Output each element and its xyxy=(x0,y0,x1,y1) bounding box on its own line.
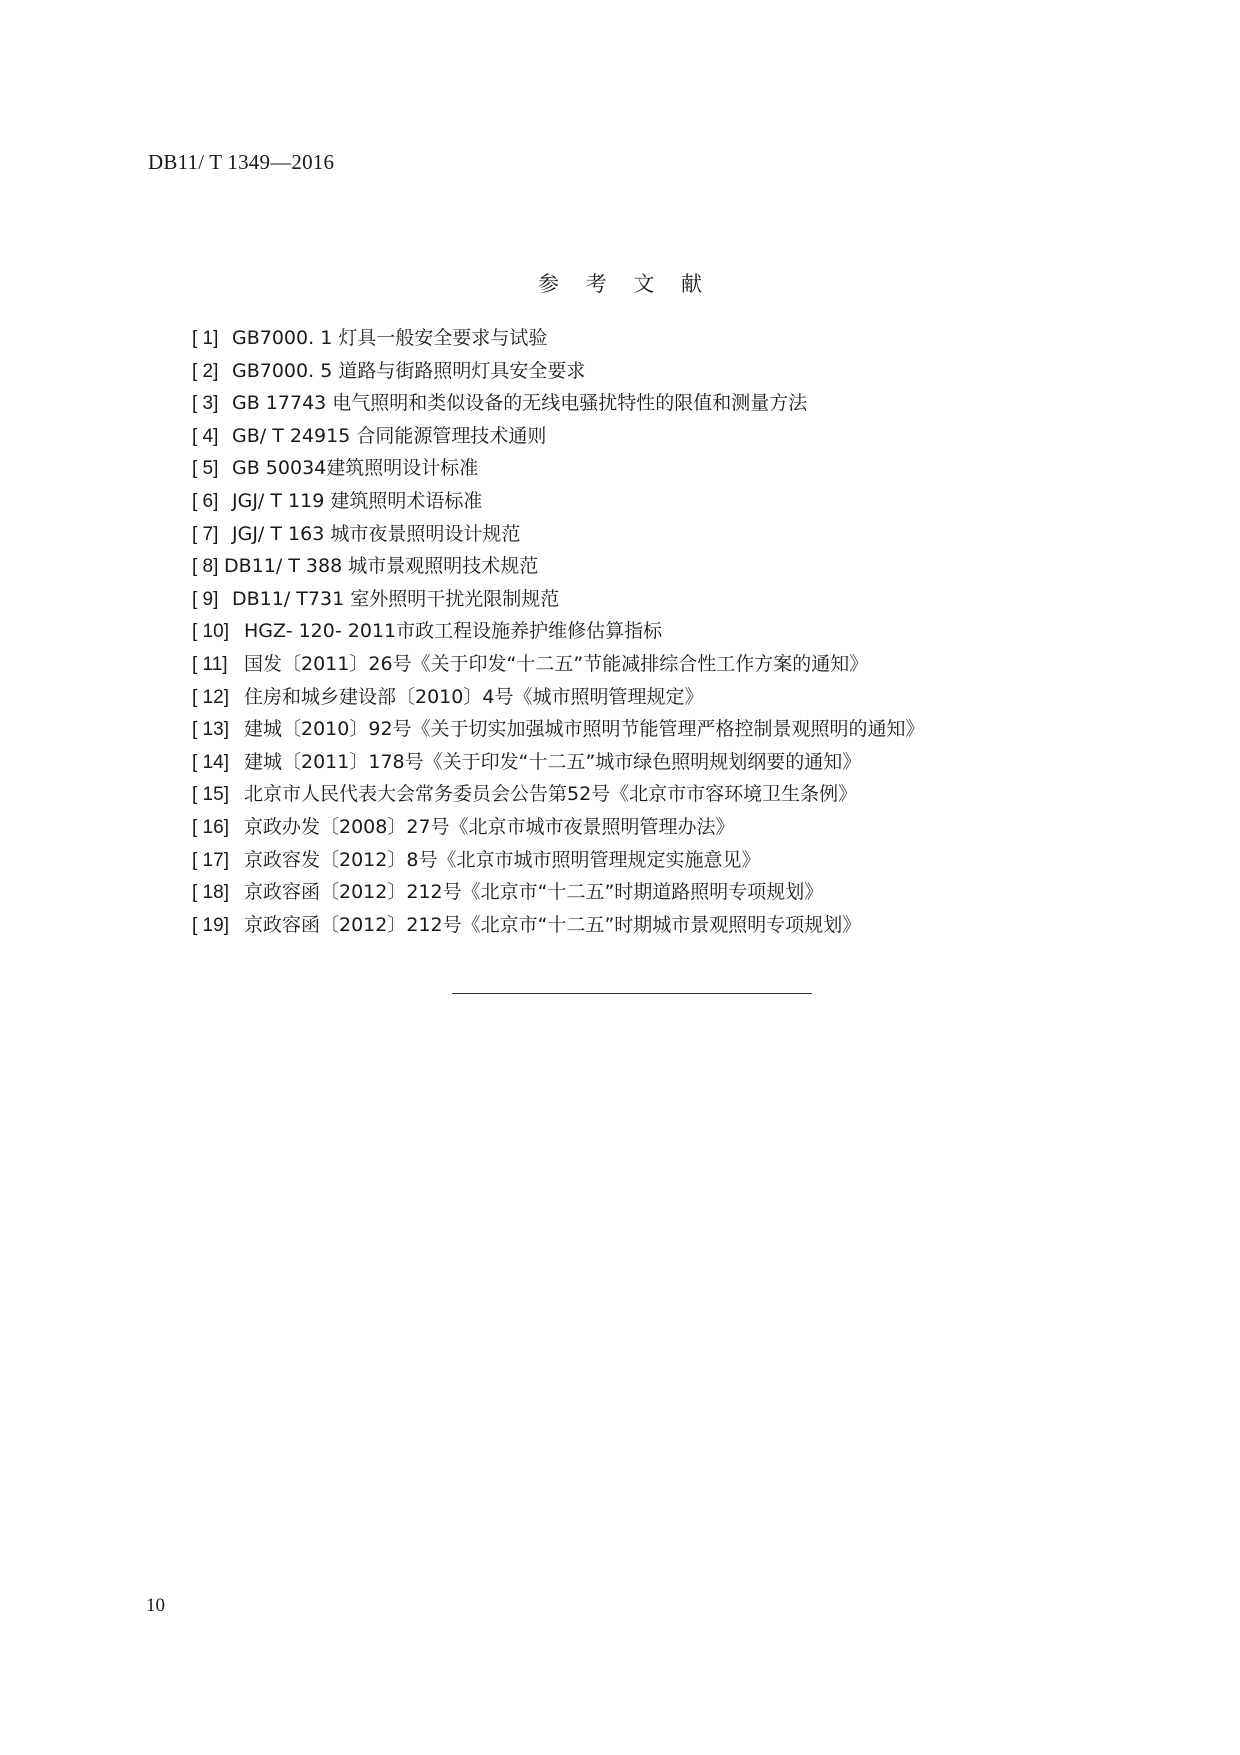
reference-text: GB7000. 1 灯具一般安全要求与试验 xyxy=(232,327,548,349)
reference-text: 国发〔2011〕26号《关于印发“十二五”节能减排综合性工作方案的通知》 xyxy=(244,652,869,675)
reference-number: [ 13] xyxy=(192,719,229,741)
reference-item xyxy=(192,550,925,583)
reference-number: [ 7] xyxy=(192,523,219,545)
reference-text: 建城〔2010〕92号《关于切实加强城市照明节能管理严格控制景观照明的通知》 xyxy=(244,718,925,741)
reference-list xyxy=(192,322,925,941)
reference-number: [ 2] xyxy=(192,360,219,382)
reference-item xyxy=(192,452,925,485)
reference-text: 京政容函〔2012〕212号《北京市“十二五”时期城市景观照明专项规划》 xyxy=(244,913,862,936)
reference-text: 京政容函〔2012〕212号《北京市“十二五”时期道路照明专项规划》 xyxy=(244,881,824,904)
standard-code-header: DB11/ T 1349—2016 xyxy=(148,150,335,174)
reference-text: DB11/ T731 室外照明干扰光限制规范 xyxy=(232,587,560,610)
reference-number: [ 12] xyxy=(192,686,229,708)
reference-number: [ 6] xyxy=(192,490,219,512)
reference-item xyxy=(192,355,925,388)
reference-text: JGJ/ T 163 城市夜景照明设计规范 xyxy=(232,522,521,545)
reference-number: [ 4] xyxy=(192,425,219,447)
reference-number: [ 16] xyxy=(192,816,229,838)
reference-item xyxy=(192,518,925,551)
reference-item xyxy=(192,648,925,681)
reference-text: DB11/ T 388 城市景观照明技术规范 xyxy=(224,555,539,578)
reference-item xyxy=(192,844,925,877)
reference-text: 建城〔2011〕178号《关于印发“十二五”城市绿色照明规划纲要的通知》 xyxy=(244,750,862,773)
reference-number: [ 14] xyxy=(192,751,229,773)
reference-text: HGZ- 120- 2011市政工程设施养护维修估算指标 xyxy=(244,620,663,643)
reference-number: [ 8] xyxy=(192,556,219,578)
reference-item xyxy=(192,420,925,453)
reference-number: [ 15] xyxy=(192,784,229,806)
reference-number: [ 17] xyxy=(192,849,229,871)
section-title: 参 考 文 献 xyxy=(537,272,713,296)
reference-text: 京政容发〔2012〕8号《北京市城市照明管理规定实施意见》 xyxy=(244,848,761,871)
reference-text: GB/ T 24915 合同能源管理技术通则 xyxy=(232,424,547,447)
reference-text: GB 50034建筑照明设计标准 xyxy=(232,457,479,480)
reference-item xyxy=(192,811,925,844)
reference-item xyxy=(192,322,925,355)
reference-number: [ 3] xyxy=(192,393,219,415)
reference-number: [ 11] xyxy=(192,653,228,675)
reference-item xyxy=(192,485,925,518)
page-number: 10 xyxy=(146,1595,165,1616)
reference-number: [ 10] xyxy=(192,621,229,643)
reference-text: 京政办发〔2008〕27号《北京市城市夜景照明管理办法》 xyxy=(244,815,735,838)
reference-text: GB7000. 5 道路与街路照明灯具安全要求 xyxy=(232,359,586,382)
reference-number: [ 19] xyxy=(192,914,229,936)
end-of-document-rule xyxy=(452,993,812,994)
reference-number: [ 1] xyxy=(192,328,219,349)
reference-item xyxy=(192,615,925,648)
reference-item xyxy=(192,746,925,779)
reference-text: GB 17743 电气照明和类似设备的无线电骚扰特性的限值和测量方法 xyxy=(232,392,808,415)
reference-item xyxy=(192,713,925,746)
reference-item xyxy=(192,876,925,909)
reference-item xyxy=(192,909,925,942)
reference-text: JGJ/ T 119 建筑照明术语标准 xyxy=(232,489,483,512)
reference-number: [ 5] xyxy=(192,458,219,480)
reference-item xyxy=(192,681,925,714)
reference-number: [ 18] xyxy=(192,882,229,904)
reference-item xyxy=(192,778,925,811)
reference-item xyxy=(192,387,925,420)
reference-text: 住房和城乡建设部〔2010〕4号《城市照明管理规定》 xyxy=(244,685,704,708)
reference-number: [ 9] xyxy=(192,588,219,610)
reference-text: 北京市人民代表大会常务委员会公告第52号《北京市市容环境卫生条例》 xyxy=(244,783,858,806)
reference-item xyxy=(192,583,925,616)
